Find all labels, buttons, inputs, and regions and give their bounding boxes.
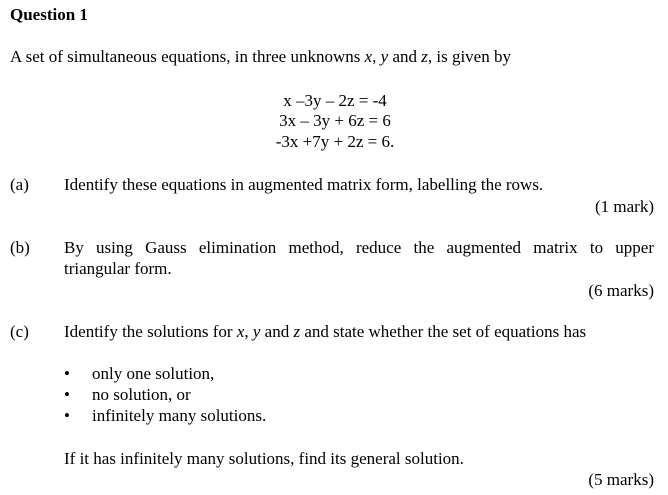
- intro-pre: A set of simultaneous equations, in three unknowns: [10, 47, 365, 66]
- part-c-var-z: z: [293, 322, 301, 341]
- question-title: Question 1: [10, 5, 88, 24]
- equation-2: 3x – 3y + 6z = 6: [279, 111, 391, 130]
- option-2: no solution, or: [92, 385, 191, 404]
- option-3: infinitely many solutions.: [92, 406, 267, 425]
- equation-1: x –3y – 2z = -4: [283, 91, 387, 110]
- part-b-label: (b): [10, 238, 30, 257]
- equation-3: -3x +7y + 2z = 6.: [275, 132, 395, 151]
- intro-var-x: x: [364, 47, 373, 66]
- intro-var-z: z: [421, 47, 428, 66]
- part-c-sep2: and: [260, 322, 294, 341]
- bullet-3: •: [64, 406, 70, 425]
- part-a-marks: (1 mark): [594, 197, 654, 216]
- intro-post: , is given by: [427, 47, 511, 66]
- part-c-marks: (5 marks): [588, 470, 654, 489]
- part-b-line2: triangular form.: [64, 259, 172, 278]
- bullet-1: •: [64, 364, 70, 383]
- intro-sep1: ,: [372, 47, 381, 66]
- part-b-marks: (6 marks): [588, 281, 654, 300]
- part-c-sep1: ,: [244, 322, 253, 341]
- part-c-pre: Identify the solutions for: [64, 322, 237, 341]
- part-c-text: [64, 321, 586, 342]
- part-c-var-y: y: [252, 322, 261, 341]
- part-a-text: Identify these equations in augmented matrix form, labelling the rows.: [64, 175, 544, 194]
- intro-sep2: and: [388, 47, 422, 66]
- intro-text: [10, 46, 511, 67]
- bullet-2: •: [64, 385, 70, 404]
- intro-var-y: y: [380, 47, 389, 66]
- part-c-followup: If it has infinitely many solutions, find its general solution.: [64, 449, 464, 468]
- part-c-var-x: x: [236, 322, 245, 341]
- option-1: only one solution,: [92, 364, 215, 383]
- part-c-label: (c): [10, 322, 29, 341]
- part-b-line1: By using Gauss elimination method, reduce the augmented matrix to upper: [64, 238, 654, 257]
- part-c-post: and state whether the set of equations has: [300, 322, 587, 341]
- part-a-label: (a): [10, 175, 29, 194]
